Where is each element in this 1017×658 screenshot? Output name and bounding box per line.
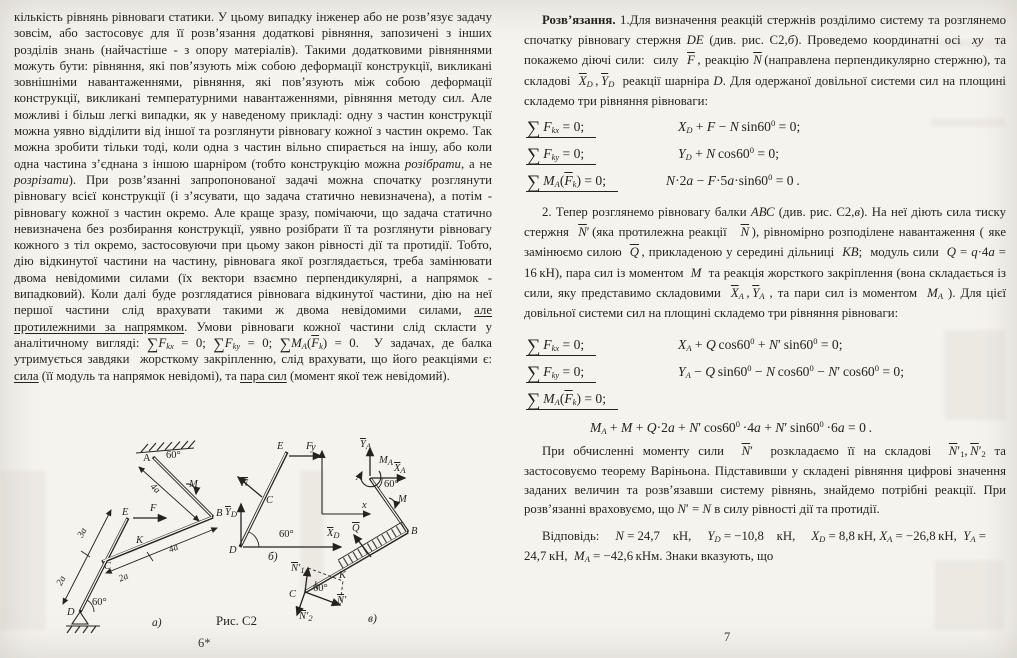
fig-c-axis-y: у — [311, 442, 316, 453]
page-number-left: 6* — [198, 636, 211, 650]
fig-b-point-e: E — [277, 441, 284, 452]
fig-c-point-b: B — [411, 526, 418, 537]
solution-paragraph-2: 2. Тепер розглянемо рівновагу балки АВС (див. рис. С2,в). На неї діють сила тиску стержня $\overline{N}'$ (яка протилежна реакції $\overline{N}$ ), рівномірно розподілене навантаження ( яке замінюємо силою $\overline{Q}$ , прикладеною у середині дільниці KB; модуль сили Q = q·4a = 16 кН), пара сил із моментом M та реакція жорсткого закріплення (вона складається із сили, яку представимо складовими $\overline{X}_A$ , $\overline{Y}_A$ , та пари сил із моментом $M_A$ ). Для цієї довільної системи сил на площині складемо три рівняння рівноваги: — [524, 205, 1007, 321]
equation-rhs: $Y_A - Q$ $\sin 60^0 - N$ $\cos 60^0 - N'$ $\cos 60^0 = 0$; — [678, 363, 904, 381]
solution-paragraph-1: Розв’язання. 1.Для визначення реакцій стержнів розділимо систему та розглянемо спочатку рівновагу стержня DE (див. рис. С2,б). Проведемо координатні осі xy та покажемо діючі сили: силу $\overline{F}$ , реакцію $\overline{N}$ (направлена перпендикулярно стержню), та складові $\overline{X}_D$ , $\overline{Y}_D$ реакції шарніра D. Для одержаної довільної системи сил на площині складемо три рівняння рівноваги: — [524, 13, 1007, 108]
fig-c-comp-n2: $\overline{N}'_2$ — [299, 611, 313, 623]
fig-a-angle-a: 60° — [166, 450, 181, 461]
equation-rhs: $Y_D + N$ $\cos 60^0 = 0$; — [678, 145, 779, 163]
fig-c-comp-n1: $\overline{N}'_1$ — [291, 563, 305, 575]
equation-lhs: ∑ $F_{ky} = 0$; — [526, 146, 654, 165]
fig-b-point-c: C — [266, 495, 274, 506]
fig-c-comp-xa: $\overline{X}_A$ — [394, 463, 406, 475]
fig-b-comp-xd: $\overline{X}_D$ — [327, 528, 340, 540]
fig-a-force-f: F — [150, 503, 157, 514]
figure-drawing — [40, 440, 510, 658]
equation-row — [526, 391, 1006, 410]
fig-c-sublabel: в) — [368, 613, 377, 625]
fig-c-point-c: C — [289, 589, 297, 600]
fig-c-load-q: $\overline{Q}$ — [352, 523, 360, 534]
equation-lhs: ∑ $F_{kx} = 0$; — [526, 119, 654, 138]
equation-row — [526, 337, 1006, 356]
equation-row — [526, 146, 1006, 165]
fig-c-point-k: K — [339, 570, 347, 581]
answer-paragraph: Відповідь: N = 24,7 кН, $Y_D = -10,8$ кН, $X_D = 8,8$ кН, $X_A = -26,8$ кН, $Y_A = 24,7$ кН, $M_A = -42,6$ кНм. Знаки вказують, що — [524, 528, 986, 565]
equation-row — [526, 364, 1006, 383]
equation-rhs: $X_A + Q$ $\cos 60^0 + N'$ $\sin 60^0 = 0$; — [678, 336, 843, 354]
fig-c-force-n: $\overline{N}'$ — [337, 595, 347, 606]
fig-a-point-c: C — [104, 561, 112, 572]
equation-lhs: ∑ $F_{kx} = 0$; — [526, 337, 654, 356]
equation-block-1 — [526, 119, 1006, 192]
equation-row — [526, 173, 1006, 192]
fig-a-dim-ce: 3a — [76, 526, 90, 540]
fig-c-comp-ya: $\overline{Y}_A$ — [360, 439, 372, 451]
fig-b-sublabel: б) — [268, 551, 278, 563]
fig-a-point-k: K — [136, 535, 144, 546]
fig-c-point-a: A — [356, 472, 363, 483]
equation-rhs: $N\cdot 2a - F\cdot 5a\cdot\sin 60^0 = 0$ . — [666, 172, 800, 189]
fig-a-dim-kb: 4a — [167, 542, 181, 556]
figure-caption: Рис. С2 — [216, 614, 257, 628]
fig-b-point-d: D — [229, 545, 237, 556]
moment-equation: $M_A + M + Q\cdot 2a + N'$ $\cos 60^0 \cdot 4a + N'$ $\sin 60^0 \cdot 6a = 0$ . — [590, 419, 872, 437]
solution-paragraph-3: При обчисленні моменту сили $\overline{N}'$ розкладаємо її на складові $\overline{N}'_1$, $\overline{N}'_2$ та застосовуємо теорему Варіньона. Підставивши у складені рівняння цифрові значення заданих величин та розв’язавши систему рівнянь, знайдемо потрібні реакції. При розв’язанні враховуємо, що N′ = N в силу рівності дії та протидії. — [524, 444, 1006, 517]
fig-c-angle-a: 60° — [384, 479, 399, 490]
equation-block-2 — [526, 337, 1006, 436]
page-right — [524, 0, 1006, 658]
fig-c-moment-ma: $M_A$ — [379, 455, 393, 467]
fig-a-moment-m: M — [189, 479, 198, 490]
equation-lhs: ∑ $M_A(\overline{F}_k) = 0$; — [526, 173, 654, 192]
fig-b-comp-yd: $\overline{Y}_D$ — [225, 507, 237, 519]
fig-a-dim-ab: 4a — [147, 482, 162, 496]
fig-c-axis-x: х — [362, 500, 367, 511]
fig-a-point-d: D — [67, 607, 75, 618]
equation-lhs: ∑ $F_{ky} = 0$; — [526, 364, 654, 383]
fig-a-point-b: B — [216, 508, 223, 519]
fig-b-angle-d: 60° — [279, 529, 294, 540]
page-number-right: 7 — [724, 630, 731, 644]
fig-c-moment-m: M — [398, 494, 407, 505]
equation-rhs: $X_D + F - N$ $\sin 60^0 = 0$; — [678, 118, 801, 136]
fig-a-dim-dc: 2a — [55, 574, 69, 588]
fig-b-reaction-n: $\overline{N}$ — [241, 478, 249, 489]
fig-c-angle-c: 60° — [313, 583, 328, 594]
figure-c2 — [40, 440, 510, 658]
fig-b-force-f: F — [306, 441, 313, 452]
left-body-paragraph: кількість рівнянь рівноваги статики. У цьому випадку інженер або не розв’язує задачу зовсім, або застосовує для її розв’язання додаткові рівняння, запозичені з інших розділів знань (найчастіше - з опору матеріалів). Такими додатковими рівняннями можуть бути: рівняння, які пов’язують між собою деформації конструкції, викликані зовнішніми навантаженнями, рівняння, які пов’язують між собою деформації конструкції, викликані температурними навантаженнями, рівняння методу сил. Але можливі і більш легкі випадки, як у наведеному прикладі: одну з частин конструкції можна уявно відділити від іншої та розглянути рівновагу кожної з частин окремо. Так можна зробити тільки тоді, коли одна з частин вільно спирається на іншу, або коли одна частина з’єднана з іншою шарніром (тобто конструкцію можна розібрати, а не розрізати). При розв’язанні запропонованої задачі можна спочатку розглянути рівновагу всієї конструкції (і з’ясувати, що задача статично невизначена), а потім - рівновагу кожної з частин окремо. Але краще зразу, помічаючи, що задача статично невизначена без розбирання конструкції, уявно розібрати її та розглянути рівновагу кожного з тіл окремо, застосовуючи при цьому закон рівності дії та протидії. Тобто, дію відкинутої частини на частину, рівновага якої розглядається, треба замінювати двома невідомими силами (їх вектори взаємно перпендикулярні, а напрямок - випадковий). Коли далі буде розглядатися рівновага відкинутої частини, дію на неї першої частини слід врахувати такими ж двома невідомими силами, але протилежними за напрямком. Умови рівноваги кожної частини слід скласти у аналітичному вигляді: $\sum F_{kx} = 0$; $\sum F_{ky} = 0$; $\sum M_A(\overline{F}_k) = 0$. У задачах, де балка утримується завдяки жорсткому закріпленню, слід врахувати, що його реакціями є: сила (її модуль та напрямок невідомі), та пара сил (момент якої теж невідомий). — [14, 10, 493, 383]
fig-a-angle-d: 60° — [92, 597, 107, 608]
equation-lhs: ∑ $M_A(\overline{F}_k) = 0$; — [526, 391, 654, 410]
fig-a-point-a: A — [143, 453, 151, 464]
equation-row — [526, 119, 1006, 138]
fig-a-sublabel: а) — [152, 617, 162, 629]
fig-a-point-e: E — [122, 507, 129, 518]
fig-a-dim-ck: 2a — [117, 571, 131, 585]
